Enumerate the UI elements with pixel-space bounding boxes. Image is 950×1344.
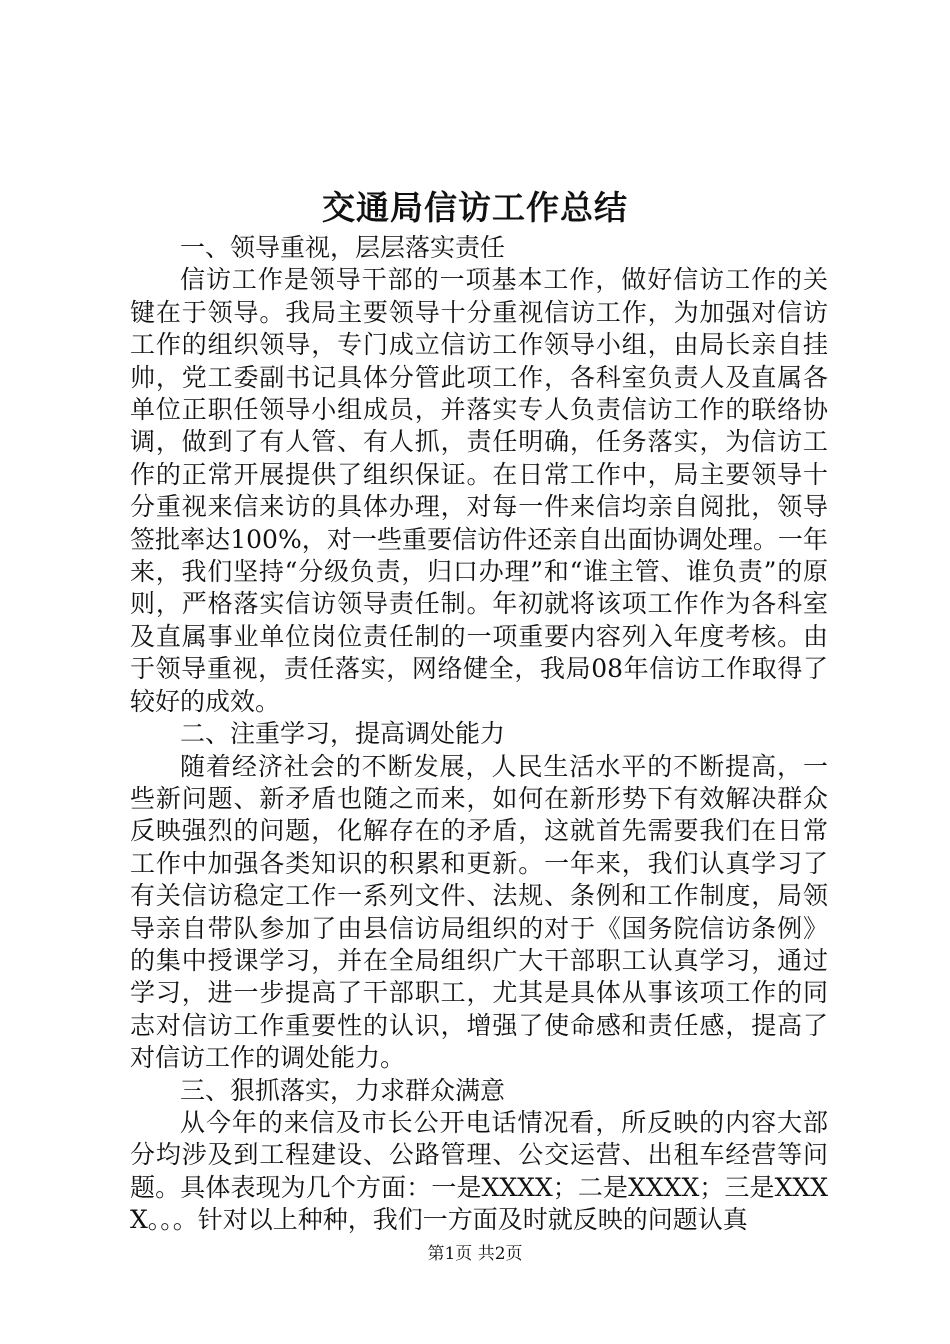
section-heading-1: 一、领导重视，层层落实责任 xyxy=(180,233,506,262)
section-paragraph-1: 信访工作是领导干部的一项基本工作，做好信访工作的关键在于领导。我局主要领导十分重视信访工作，为加强对信访工作的组织领导，专门成立信访工作领导小组，由局长亲自挂帅，党工委副书记具体分管此项工作，各科室负责人及直属各单位正职任领导小组成员，并落实专人负责信访工作的联络协调，做到了有人管、有人抓，责任明确，任务落实，为信访工作的正常开展提供了组织保证。在日常工作中，局主要领导十分重视来信来访的具体办理，对每一件来信均亲自阅批，领导签批率达100%，对一些重要信访件还亲自出面协调处理。一年来，我们坚持“分级负责，归口办理”和“谁主管、谁负责”的原则，严格落实信访领导责任制。年初就将该项工作作为各科室及直属事业单位岗位责任制的一项重要内容列入年度考核。由于领导重视，责任落实，网络健全，我局08年信访工作取得了较好的成效。 xyxy=(130,265,828,716)
page-number-footer: 第1页 共2页 xyxy=(427,1244,523,1264)
section-heading-3: 三、狠抓落实，力求群众满意 xyxy=(180,1075,506,1105)
section-heading-2: 二、注重学习，提高调处能力 xyxy=(180,719,506,749)
section-paragraph-2: 随着经济社会的不断发展，人民生活水平的不断提高，一些新问题、新矛盾也随之而来，如何在新形势下有效解决群众反映强烈的问题，化解存在的矛盾，这就首先需要我们在日常工作中加强各类知识的积累和更新。一年来，我们认真学习了有关信访稳定工作一系列文件、法规、条例和工作制度，局领导亲自带队参加了由县信访局组织的对于《国务院信访条例》的集中授课学习，并在全局组织广大干部职工认真学习，通过学习，进一步提高了干部职工，尤其是具体从事该项工作的同志对信访工作重要性的认识，增强了使命感和责任感，提高了对信访工作的调处能力。 xyxy=(130,751,828,1073)
section-paragraph-3: 从今年的来信及市长公开电话情况看，所反映的内容大部分均涉及到工程建设、公路管理、公交运营、出租车经营等问题。具体表现为几个方面：一是XXXX；二是XXXX；三是XXXX。。。针对以上种种，我们一方面及时就反映的问题认真 xyxy=(130,1107,828,1235)
document-title: 交通局信访工作总结 xyxy=(322,188,628,227)
document-body xyxy=(130,232,828,1237)
